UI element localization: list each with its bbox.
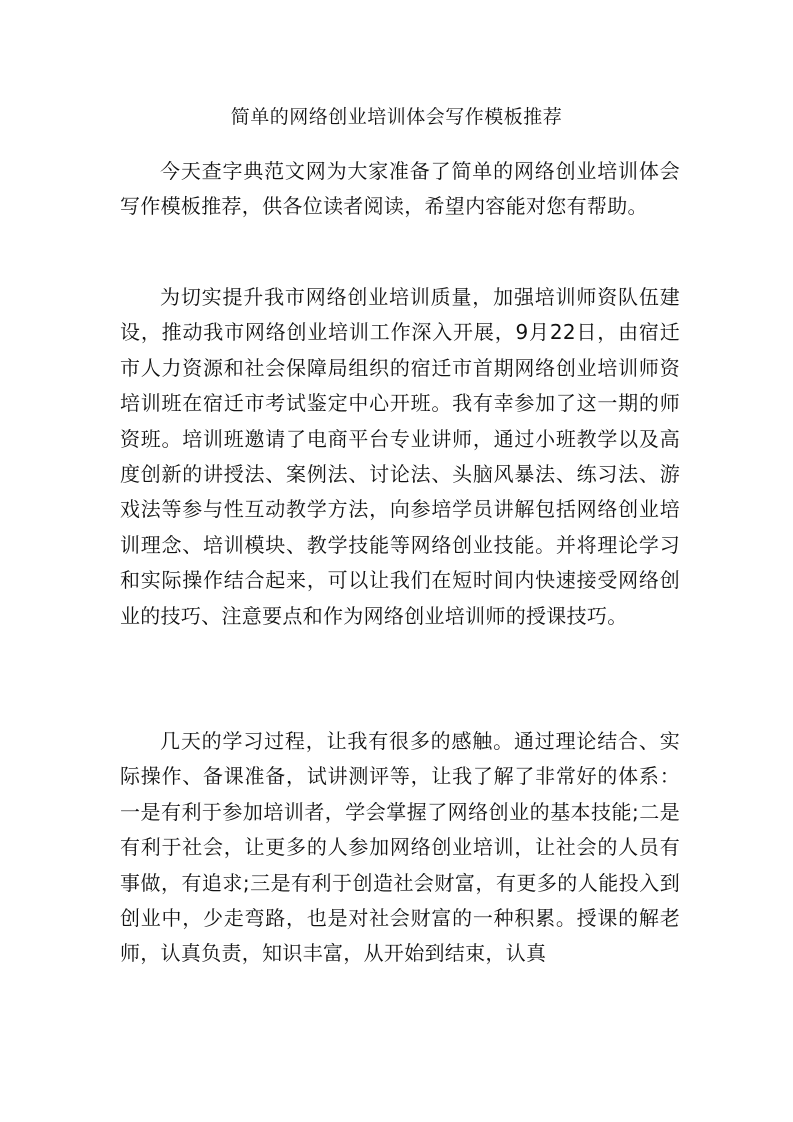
- paragraph-intro: 今天查字典范文网为大家准备了简单的网络创业培训体会写作模板推荐，供各位读者阅读，希望内容能对您有帮助。: [120, 159, 680, 219]
- paragraph-training-overview: 为切实提升我市网络创业培训质量，加强培训师资队伍建设，推动我市网络创业培训工作深入开展，9月22日，由宿迁市人力资源和社会保障局组织的宿迁市首期网络创业培训师资培训班在宿迁市考试鉴定中心开班。我有幸参加了这一期的师资班。培训班邀请了电商平台专业讲师，通过小班教学以及高度创新的讲授法、案例法、讨论法、头脑风暴法、练习法、游戏法等参与性互动教学方法，向参培学员讲解包括网络创业培训理念、培训模块、教学技能等网络创业技能。并将理论学习和实际操作结合起来，可以让我们在短时间内快速接受网络创业的技巧、注意要点和作为网络创业培训师的授课技巧。: [120, 285, 680, 628]
- paragraph-reflections: 几天的学习过程，让我有很多的感触。通过理论结合、实际操作、备课准备，试讲测评等，让我了解了非常好的体系：一是有利于参加培训者，学会掌握了网络创业的基本技能;二是有利于社会，让更多的人参加网络创业培训，让社会的人员有事做，有追求;三是有利于创造社会财富，有更多的人能投入到创业中，少走弯路，也是对社会财富的一种积累。授课的解老师，认真负责，知识丰富，从开始到结束，认真: [120, 729, 680, 966]
- document-title: 简单的网络创业培训体会写作模板推荐: [230, 106, 563, 128]
